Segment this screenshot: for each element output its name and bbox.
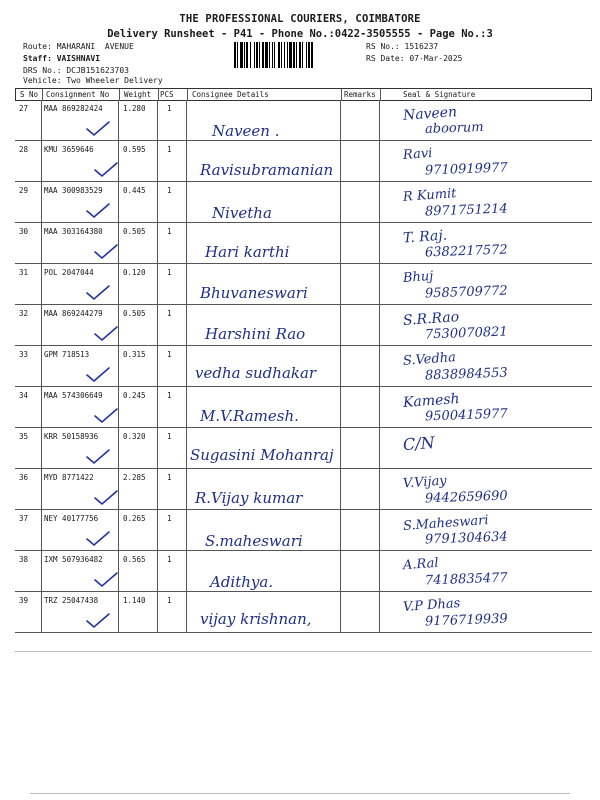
consignment-number: MAA 574306649 bbox=[44, 391, 103, 400]
pieces-count: 1 bbox=[167, 432, 172, 441]
signature-name: Bhuj bbox=[402, 268, 434, 287]
consignee-name: vedha sudhakar bbox=[195, 364, 317, 382]
weight-value: 0.320 bbox=[123, 432, 146, 441]
table-row bbox=[15, 510, 592, 551]
runsheet-table bbox=[15, 88, 592, 651]
serial-number: 35 bbox=[19, 432, 29, 441]
consignee-name: Adithya. bbox=[210, 573, 274, 591]
weight-value: 0.595 bbox=[123, 145, 146, 154]
runsheet-subtitle: Delivery Runsheet - P41 - Phone No.:0422-3505555 - Page No.:3 bbox=[107, 28, 493, 40]
pieces-count: 1 bbox=[167, 555, 172, 564]
signature-phone: 9500415977 bbox=[424, 406, 508, 425]
serial-number: 32 bbox=[19, 309, 29, 318]
consignee-name: Bhuvaneswari bbox=[200, 284, 308, 302]
table-row bbox=[15, 592, 592, 633]
col-weight: Weight bbox=[124, 90, 152, 99]
checkmark-icon bbox=[93, 407, 119, 425]
staff-label: Staff: VAISHNAVI bbox=[23, 54, 101, 63]
consignee-name: M.V.Ramesh. bbox=[200, 407, 299, 425]
barcode bbox=[234, 42, 358, 68]
pieces-count: 1 bbox=[167, 309, 172, 318]
consignment-number: MAA 300983529 bbox=[44, 186, 103, 195]
rs-date: RS Date: 07-Mar-2025 bbox=[366, 54, 463, 63]
signature-phone: 8838984553 bbox=[424, 365, 508, 384]
signature-phone: 7418835477 bbox=[424, 570, 508, 589]
pieces-count: 1 bbox=[167, 473, 172, 482]
route-label: Route: MAHARANI AVENUE bbox=[23, 42, 134, 51]
signature-name: R Kumit bbox=[402, 186, 457, 205]
serial-number: 34 bbox=[19, 391, 29, 400]
consignee-name: Ravisubramanian bbox=[200, 161, 334, 179]
weight-value: 2.285 bbox=[123, 473, 146, 482]
consignment-number: KRR 50158936 bbox=[44, 432, 99, 441]
table-row bbox=[15, 469, 592, 510]
consignee-name: Hari karthi bbox=[205, 243, 290, 261]
table-row bbox=[15, 428, 592, 469]
weight-value: 0.315 bbox=[123, 350, 146, 359]
consignee-name: R.Vijay kumar bbox=[195, 489, 303, 507]
signature-name: S.R.Rao bbox=[402, 309, 460, 329]
signature-name: S.Maheswari bbox=[402, 513, 490, 534]
consignment-number: IXM 507936482 bbox=[44, 555, 103, 564]
company-title: THE PROFESSIONAL COURIERS, COIMBATORE bbox=[179, 13, 421, 25]
weight-value: 0.565 bbox=[123, 555, 146, 564]
consignee-name: vijay krishnan, bbox=[200, 610, 312, 628]
signature-name: V.Vijay bbox=[402, 473, 448, 492]
pieces-count: 1 bbox=[167, 596, 172, 605]
consignment-number: NEY 40177756 bbox=[44, 514, 99, 523]
pieces-count: 1 bbox=[167, 227, 172, 236]
consignment-number: MYD 8771422 bbox=[44, 473, 94, 482]
table-row bbox=[15, 223, 592, 264]
rs-number: RS No.: 1516237 bbox=[366, 42, 439, 51]
col-sno: S No bbox=[20, 90, 39, 99]
weight-value: 0.505 bbox=[123, 227, 146, 236]
consignment-number: TRZ 25047438 bbox=[44, 596, 99, 605]
consignee-name: S.maheswari bbox=[205, 532, 303, 550]
signature-name: A.Ral bbox=[402, 555, 439, 574]
consignment-number: GPM 718513 bbox=[44, 350, 90, 359]
checkmark-icon bbox=[93, 243, 119, 261]
signature-phone: 9176719939 bbox=[424, 611, 508, 630]
col-consignee: Consignee Details bbox=[192, 90, 269, 99]
vehicle-label: Vehicle: Two Wheeler Delivery bbox=[23, 76, 163, 85]
table-row bbox=[15, 305, 592, 346]
weight-value: 0.245 bbox=[123, 391, 146, 400]
checkmark-icon bbox=[93, 571, 119, 589]
signature-name: V.P Dhas bbox=[402, 596, 461, 615]
signature-name: C/N bbox=[402, 432, 436, 455]
serial-number: 38 bbox=[19, 555, 29, 564]
serial-number: 29 bbox=[19, 186, 29, 195]
serial-number: 39 bbox=[19, 596, 29, 605]
weight-value: 0.120 bbox=[123, 268, 146, 277]
signature-name: Ravi bbox=[402, 145, 433, 164]
weight-value: 0.505 bbox=[123, 309, 146, 318]
table-row bbox=[15, 387, 592, 428]
serial-number: 33 bbox=[19, 350, 29, 359]
table-row bbox=[15, 264, 592, 305]
pieces-count: 1 bbox=[167, 186, 172, 195]
serial-number: 30 bbox=[19, 227, 29, 236]
signature-phone: 9791304634 bbox=[424, 529, 508, 548]
consignment-number: MAA 303164380 bbox=[44, 227, 103, 236]
serial-number: 31 bbox=[19, 268, 29, 277]
checkmark-icon bbox=[85, 612, 111, 630]
checkmark-icon bbox=[85, 448, 111, 466]
table-bottom-border bbox=[15, 651, 592, 652]
signature-name: S.Vedha bbox=[402, 350, 457, 369]
signature-phone: 6382217572 bbox=[424, 242, 508, 261]
table-row bbox=[15, 141, 592, 182]
weight-value: 0.265 bbox=[123, 514, 146, 523]
col-seal: Seal & Signature bbox=[403, 90, 476, 99]
signature-phone: 7530070821 bbox=[424, 324, 508, 343]
consignee-name: Harshini Rao bbox=[205, 325, 306, 343]
checkmark-icon bbox=[85, 530, 111, 548]
weight-value: 1.140 bbox=[123, 596, 146, 605]
table-row bbox=[15, 346, 592, 387]
serial-number: 28 bbox=[19, 145, 29, 154]
col-consignment: Consignment No bbox=[46, 90, 110, 99]
serial-number: 37 bbox=[19, 514, 29, 523]
checkmark-icon bbox=[93, 161, 119, 179]
weight-value: 0.445 bbox=[123, 186, 146, 195]
signature-phone: 8971751214 bbox=[424, 201, 508, 220]
table-row bbox=[15, 100, 592, 141]
signature-phone: 9585709772 bbox=[424, 283, 508, 302]
checkmark-icon bbox=[93, 489, 119, 507]
signature-phone: 9710919977 bbox=[424, 160, 508, 179]
col-pcs: PCS bbox=[160, 90, 174, 99]
pieces-count: 1 bbox=[167, 391, 172, 400]
consignment-number: POL 2047044 bbox=[44, 268, 94, 277]
table-row bbox=[15, 182, 592, 223]
serial-number: 36 bbox=[19, 473, 29, 482]
checkmark-icon bbox=[85, 202, 111, 220]
signature-name: T. Raj. bbox=[402, 227, 448, 247]
checkmark-icon bbox=[93, 325, 119, 343]
signature-name: Naveen bbox=[402, 104, 458, 124]
table-row bbox=[15, 551, 592, 592]
signature-name: Kamesh bbox=[402, 391, 461, 411]
weight-value: 1.280 bbox=[123, 104, 146, 113]
checkmark-icon bbox=[85, 366, 111, 384]
pieces-count: 1 bbox=[167, 514, 172, 523]
consignment-number: KMU 3659646 bbox=[44, 145, 94, 154]
col-remarks: Remarks bbox=[344, 90, 376, 99]
pieces-count: 1 bbox=[167, 145, 172, 154]
consignee-name: Sugasini Mohanraj bbox=[190, 446, 334, 464]
consignment-number: MAA 869244279 bbox=[44, 309, 103, 318]
serial-number: 27 bbox=[19, 104, 29, 113]
pieces-count: 1 bbox=[167, 268, 172, 277]
consignment-number: MAA 869282424 bbox=[44, 104, 103, 113]
signature-phone: 9442659690 bbox=[424, 488, 508, 507]
pieces-count: 1 bbox=[167, 104, 172, 113]
pieces-count: 1 bbox=[167, 350, 172, 359]
checkmark-icon bbox=[85, 120, 111, 138]
consignee-name: Nivetha bbox=[212, 204, 272, 222]
consignee-name: Naveen . bbox=[212, 122, 280, 140]
signature-phone: aboorum bbox=[424, 119, 484, 138]
checkmark-icon bbox=[85, 284, 111, 302]
drs-label: DRS No.: DCJB151623703 bbox=[23, 66, 129, 75]
page-foot-line bbox=[30, 793, 570, 794]
